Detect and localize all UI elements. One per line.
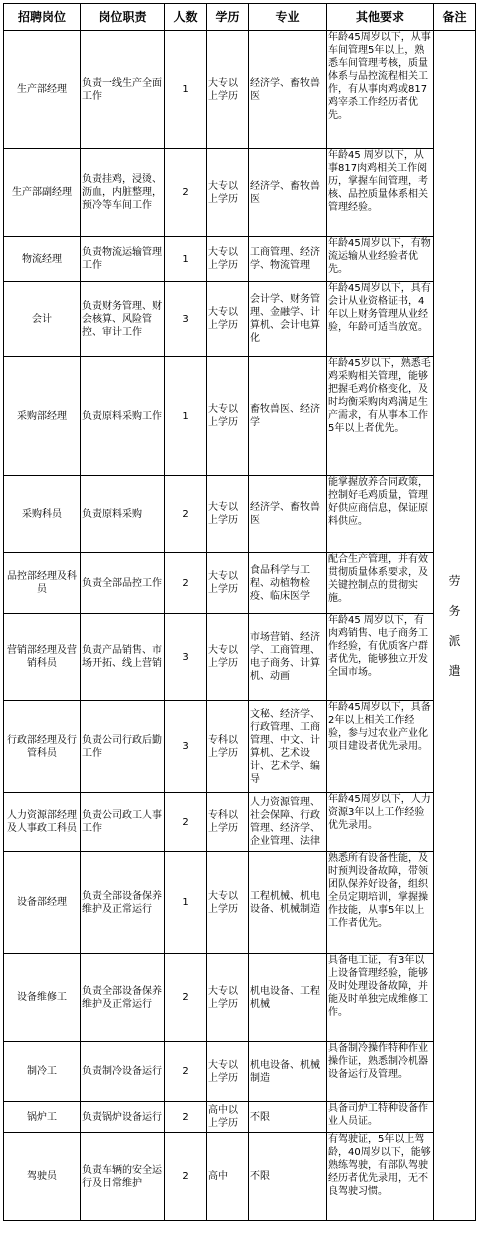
header-count: 人数: [165, 4, 207, 31]
cell-education: 高中: [207, 1133, 249, 1221]
cell-requirements: 年龄45岁以下，熟悉毛鸡采购相关管理，能够把握毛鸡价格变化，及时均衡采购肉鸡满足生产需求，有从事本工作5年以上者优先。: [327, 357, 434, 476]
cell-major: 会计学、财务管理、金融学、计算机、会计电算化: [249, 282, 327, 357]
cell-duties: 负责挂鸡，浸烫、沥血，内脏整理，预冷等车间工作: [81, 149, 165, 237]
cell-count: 3: [165, 282, 207, 357]
cell-duties: 负责全部设备保养维护及正常运行: [81, 954, 165, 1042]
cell-requirements: 年龄45周岁以下，从事车间管理5年以上，熟悉车间管理考核，质量体系与品控流程相关工作，有从事肉鸡或817鸡宰杀工作经历者优先。: [327, 31, 434, 149]
table-row: [4, 954, 476, 1042]
table-row: [4, 357, 476, 476]
cell-position: 设备维修工: [4, 954, 81, 1042]
cell-education: 大专以上学历: [207, 614, 249, 701]
header-major: 专业: [249, 4, 327, 31]
remark-char: 劳: [448, 573, 461, 588]
cell-duties: 负责财务管理、财会核算、风险管控、审计工作: [81, 282, 165, 357]
cell-count: 1: [165, 31, 207, 149]
table-row: [4, 553, 476, 614]
header-education: 学历: [207, 4, 249, 31]
cell-count: 2: [165, 1042, 207, 1102]
cell-education: 大专以上学历: [207, 149, 249, 237]
cell-position: 品控部经理及科员: [4, 553, 81, 614]
cell-position: 生产部经理: [4, 31, 81, 149]
table-row: [4, 476, 476, 553]
cell-major: 经济学、畜牧兽医: [249, 31, 327, 149]
cell-requirements: 具备司炉工特种设备作业人员证。: [327, 1102, 434, 1133]
cell-duties: 负责锅炉设备运行: [81, 1102, 165, 1133]
cell-requirements: 年龄45周岁以下，有物流运输从业经验者优先。: [327, 237, 434, 282]
cell-education: 专科以上学历: [207, 793, 249, 852]
table-body: [4, 31, 476, 1221]
header-row: [4, 4, 476, 31]
cell-position: 行政部经理及行管科员: [4, 701, 81, 793]
cell-count: 1: [165, 357, 207, 476]
table-row: [4, 237, 476, 282]
table-row: [4, 701, 476, 793]
cell-education: 大专以上学历: [207, 237, 249, 282]
cell-duties: 负责公司行政后勤工作: [81, 701, 165, 793]
cell-major: 食品科学与工程、动植物检疫、临床医学: [249, 553, 327, 614]
cell-education: 大专以上学历: [207, 954, 249, 1042]
cell-duties: 负责物流运输管理工作: [81, 237, 165, 282]
cell-count: 2: [165, 1133, 207, 1221]
header-duties: 岗位职责: [81, 4, 165, 31]
cell-major: 工商管理、经济学、物流管理: [249, 237, 327, 282]
cell-requirements: 年龄45周岁以下，人力资源3年以上工作经验优先录用。: [327, 793, 434, 852]
cell-major: 机电设备、机械制造: [249, 1042, 327, 1102]
cell-duties: 负责一线生产全面工作: [81, 31, 165, 149]
cell-requirements: 年龄45 周岁以下，从事817肉鸡相关工作阅历，掌握车间管理，考核、品控质量体系相关管理经验。: [327, 149, 434, 237]
cell-requirements: 具备制冷操作特种作业操作证，熟悉制冷机器设备运行及管理。: [327, 1042, 434, 1102]
cell-position: 设备部经理: [4, 852, 81, 954]
cell-requirements: 配合生产管理，并有效贯彻质量体系要求，及关键控制点的贯彻实施。: [327, 553, 434, 614]
cell-education: 大专以上学历: [207, 357, 249, 476]
cell-duties: 负责制冷设备运行: [81, 1042, 165, 1102]
remark-char: 遣: [448, 663, 461, 678]
cell-duties: 负责车辆的安全运行及日常维护: [81, 1133, 165, 1221]
remark-char: 派: [448, 633, 461, 648]
table-row: [4, 852, 476, 954]
cell-duties: 负责公司政工人事工作: [81, 793, 165, 852]
cell-major: 不限: [249, 1133, 327, 1221]
cell-education: 大专以上学历: [207, 1042, 249, 1102]
table-row: [4, 1042, 476, 1102]
cell-count: 3: [165, 701, 207, 793]
table-row: [4, 793, 476, 852]
cell-requirements: 具备电工证，有3年以上设备管理经验，能够及时处理设备故障，并能及时单独完成维修工作。: [327, 954, 434, 1042]
cell-requirements: 年龄45周岁以下，具有会计从业资格证书，4年以上财务管理从业经验，年龄可适当放宽。: [327, 282, 434, 357]
remark-char: 务: [448, 603, 461, 618]
cell-major: 人力资源管理、社会保障、行政管理、经济学、企业管理、法律: [249, 793, 327, 852]
header-position: 招聘岗位: [4, 4, 81, 31]
cell-duties: 负责原料采购工作: [81, 357, 165, 476]
cell-position: 锅炉工: [4, 1102, 81, 1133]
table-row: [4, 282, 476, 357]
cell-major: 机电设备、工程机械: [249, 954, 327, 1042]
table-row: [4, 31, 476, 149]
cell-count: 2: [165, 793, 207, 852]
cell-count: 1: [165, 852, 207, 954]
cell-count: 1: [165, 237, 207, 282]
cell-education: 高中以上学历: [207, 1102, 249, 1133]
recruitment-table: [3, 3, 476, 1221]
cell-position: 会计: [4, 282, 81, 357]
cell-major: 经济学、畜牧兽医: [249, 149, 327, 237]
header-remark: 备注: [434, 4, 476, 31]
cell-duties: 负责产品销售、市场开拓、线上营销: [81, 614, 165, 701]
cell-education: 大专以上学历: [207, 553, 249, 614]
cell-major: 文秘、经济学、行政管理、工商管理、中文、计算机、艺术设计、艺术学、编导: [249, 701, 327, 793]
cell-count: 2: [165, 149, 207, 237]
cell-major: 不限: [249, 1102, 327, 1133]
cell-count: 2: [165, 553, 207, 614]
cell-requirements: 能掌握放养合同政策，控制好毛鸡质量，管理好供应商信息，保证原料供应。: [327, 476, 434, 553]
cell-count: 2: [165, 954, 207, 1042]
cell-count: 3: [165, 614, 207, 701]
cell-requirements: 年龄45 周岁以下，有肉鸡销售、电子商务工作经验，有优质客户群者优先，能够独立开发全国市场。: [327, 614, 434, 701]
cell-position: 制冷工: [4, 1042, 81, 1102]
table-row: [4, 149, 476, 237]
cell-major: 经济学、畜牧兽医: [249, 476, 327, 553]
cell-education: 大专以上学历: [207, 282, 249, 357]
cell-major: 工程机械、机电设备、机械制造: [249, 852, 327, 954]
header-requirements: 其他要求: [327, 4, 434, 31]
table-row: [4, 1102, 476, 1133]
cell-position: 物流经理: [4, 237, 81, 282]
cell-position: 采购科员: [4, 476, 81, 553]
cell-major: 畜牧兽医、经济学: [249, 357, 327, 476]
cell-major: 市场营销、经济学、工商管理、电子商务、计算机、动画: [249, 614, 327, 701]
cell-requirements: 熟悉所有设备性能，及时预判设备故障，带领团队保养好设备，组织全员定期培训，掌握操作技能，从事5年以上工作者优先。: [327, 852, 434, 954]
cell-remark: [434, 31, 476, 1221]
cell-position: 营销部经理及营销科员: [4, 614, 81, 701]
table-row: [4, 1133, 476, 1221]
cell-education: 大专以上学历: [207, 31, 249, 149]
cell-requirements: 有驾驶证，5年以上驾龄，40周岁以下，能够熟练驾驶，有部队驾驶经历者优先录用，无不良驾驶习惯。: [327, 1133, 434, 1221]
cell-education: 大专以上学历: [207, 852, 249, 954]
table-row: [4, 614, 476, 701]
cell-duties: 负责全部设备保养维护及正常运行: [81, 852, 165, 954]
cell-count: 2: [165, 476, 207, 553]
cell-position: 人力资源部经理及人事政工科员: [4, 793, 81, 852]
cell-education: 大专以上学历: [207, 476, 249, 553]
table-header: [4, 4, 476, 31]
cell-position: 驾驶员: [4, 1133, 81, 1221]
cell-duties: 负责原料采购: [81, 476, 165, 553]
cell-count: 2: [165, 1102, 207, 1133]
cell-position: 生产部副经理: [4, 149, 81, 237]
cell-requirements: 年龄45周岁以下，具备2年以上相关工作经验，参与过农业产业化项目建设者优先录用。: [327, 701, 434, 793]
cell-position: 采购部经理: [4, 357, 81, 476]
cell-education: 专科以上学历: [207, 701, 249, 793]
cell-duties: 负责全部品控工作: [81, 553, 165, 614]
